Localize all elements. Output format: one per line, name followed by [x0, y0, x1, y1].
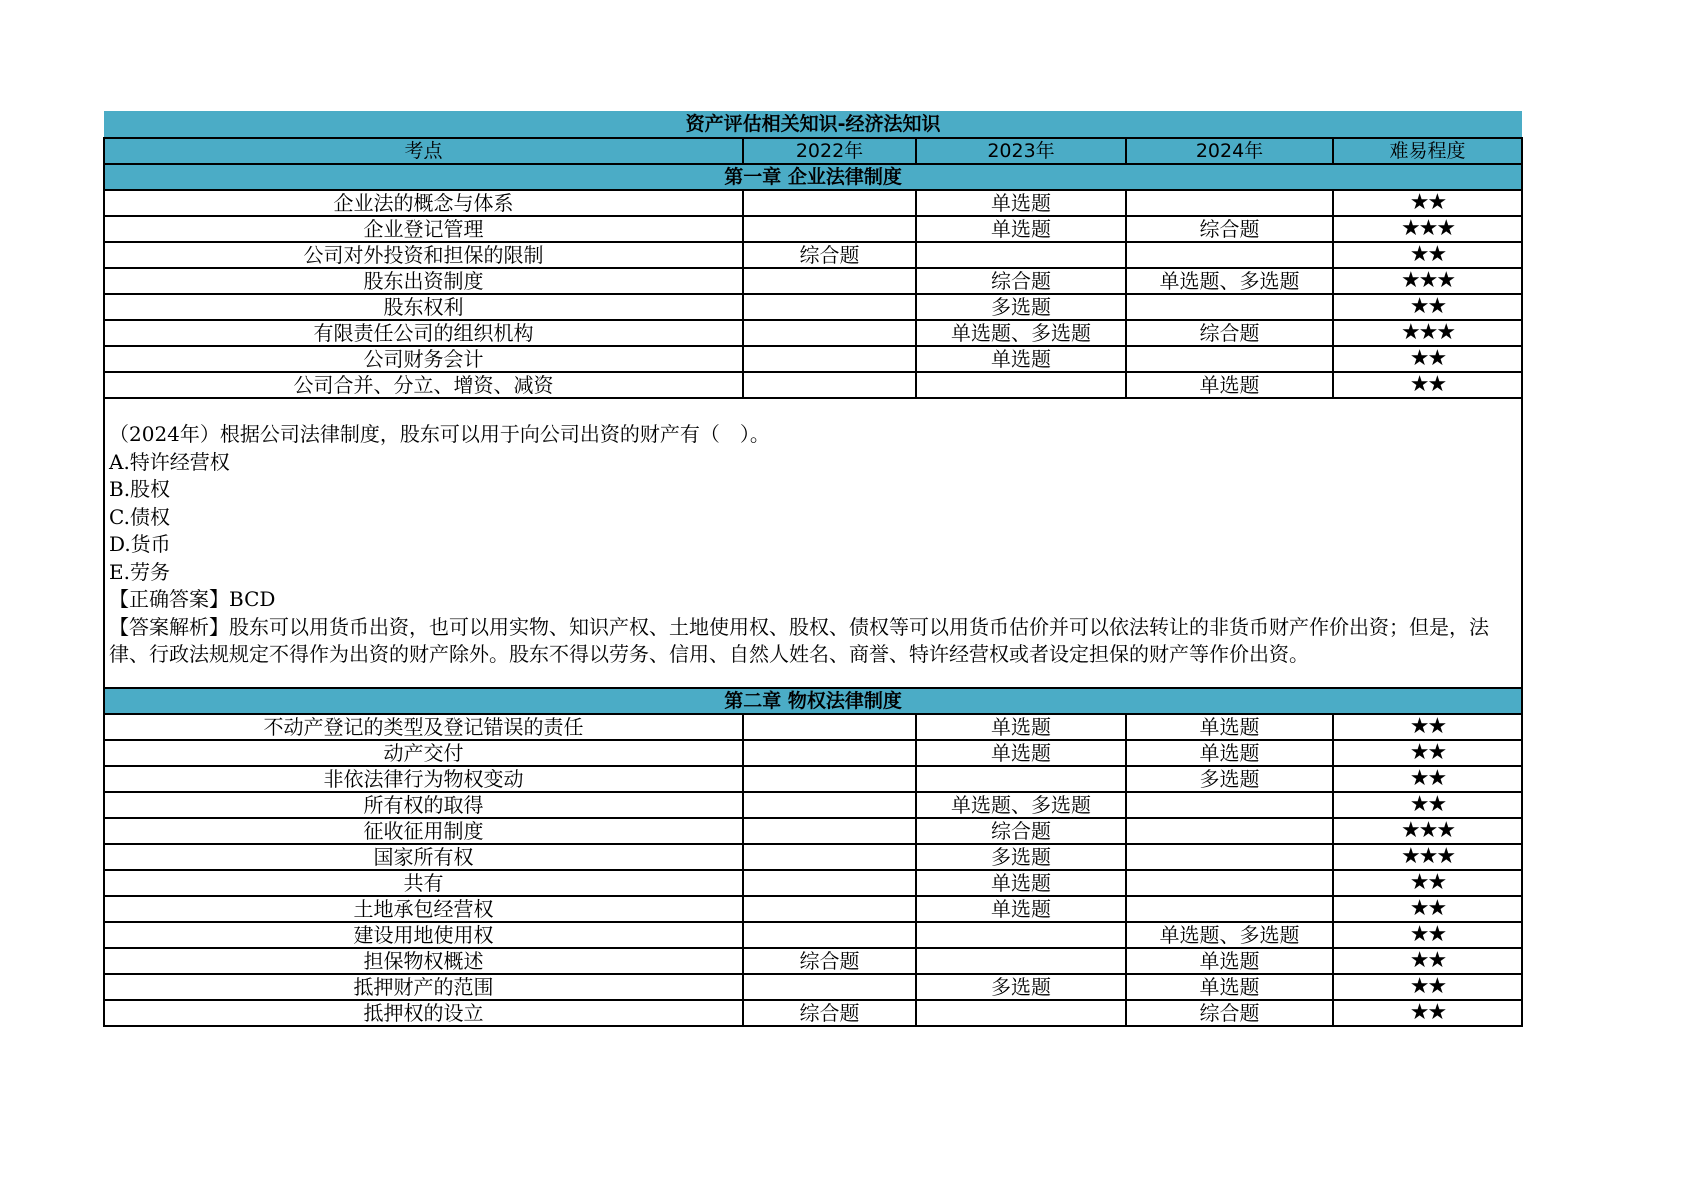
- table-row: [104, 896, 1522, 922]
- table-row: [104, 242, 1522, 268]
- year-2024-cell: 综合题: [1126, 1000, 1333, 1026]
- table-row: [104, 714, 1522, 740]
- topic-cell: 股东出资制度: [104, 268, 743, 294]
- year-2024-cell: [1126, 792, 1333, 818]
- difficulty-cell: ★★: [1333, 792, 1522, 818]
- difficulty-cell: ★★: [1333, 922, 1522, 948]
- year-2022-cell: 综合题: [743, 1000, 916, 1026]
- year-2023-cell: 综合题: [916, 818, 1126, 844]
- table-row: [104, 268, 1522, 294]
- year-2024-cell: 综合题: [1126, 320, 1333, 346]
- year-2023-cell: [916, 372, 1126, 398]
- year-2022-cell: [743, 974, 916, 1000]
- year-2023-cell: 单选题、多选题: [916, 320, 1126, 346]
- table-row: [104, 844, 1522, 870]
- difficulty-cell: ★★: [1333, 346, 1522, 372]
- year-2024-cell: 单选题: [1126, 714, 1333, 740]
- difficulty-cell: ★★: [1333, 714, 1522, 740]
- year-2022-cell: [743, 320, 916, 346]
- year-2024-cell: [1126, 190, 1333, 216]
- year-2023-cell: 单选题: [916, 714, 1126, 740]
- year-2022-cell: [743, 714, 916, 740]
- difficulty-cell: ★★: [1333, 242, 1522, 268]
- topic-cell: 非依法律行为物权变动: [104, 766, 743, 792]
- header-topic: 考点: [104, 138, 743, 164]
- option-e: E.劳务: [109, 559, 170, 584]
- topic-cell: 公司财务会计: [104, 346, 743, 372]
- correct-answer: 【正确答案】BCD: [109, 587, 276, 611]
- difficulty-cell: ★★★: [1333, 844, 1522, 870]
- year-2024-cell: [1126, 870, 1333, 896]
- question-stem: （2024年）根据公司法律制度，股东可以用于向公司出资的财产有（ ）。: [109, 422, 770, 446]
- year-2022-cell: [743, 818, 916, 844]
- topic-cell: 有限责任公司的组织机构: [104, 320, 743, 346]
- year-2023-cell: [916, 766, 1126, 792]
- table-row: [104, 372, 1522, 398]
- difficulty-cell: ★★: [1333, 372, 1522, 398]
- topic-cell: 土地承包经营权: [104, 896, 743, 922]
- year-2022-cell: [743, 372, 916, 398]
- year-2022-cell: 综合题: [743, 948, 916, 974]
- year-2023-cell: 单选题: [916, 896, 1126, 922]
- topic-cell: 不动产登记的类型及登记错误的责任: [104, 714, 743, 740]
- topic-cell: 动产交付: [104, 740, 743, 766]
- year-2024-cell: 综合题: [1126, 216, 1333, 242]
- topic-cell: 所有权的取得: [104, 792, 743, 818]
- topic-cell: 企业法的概念与体系: [104, 190, 743, 216]
- difficulty-cell: ★★: [1333, 974, 1522, 1000]
- table-row: [104, 190, 1522, 216]
- year-2023-cell: 单选题: [916, 870, 1126, 896]
- difficulty-cell: ★★: [1333, 870, 1522, 896]
- year-2023-cell: 单选题: [916, 216, 1126, 242]
- table-row: [104, 320, 1522, 346]
- year-2024-cell: [1126, 818, 1333, 844]
- topic-cell: 企业登记管理: [104, 216, 743, 242]
- sheet-title: 资产评估相关知识-经济法知识: [104, 111, 1522, 138]
- year-2024-cell: 单选题: [1126, 974, 1333, 1000]
- year-2023-cell: 单选题: [916, 740, 1126, 766]
- year-2022-cell: [743, 346, 916, 372]
- year-2023-cell: 单选题: [916, 346, 1126, 372]
- year-2022-cell: 综合题: [743, 242, 916, 268]
- year-2024-cell: 单选题: [1126, 740, 1333, 766]
- chapter-2-title: 第二章 物权法律制度: [104, 688, 1522, 714]
- year-2023-cell: 多选题: [916, 294, 1126, 320]
- difficulty-cell: ★★★: [1333, 320, 1522, 346]
- answer-analysis: 【答案解析】股东可以用货币出资，也可以用实物、知识产权、土地使用权、股权、债权等可以用货币估价并可以依法转让的非货币财产作价出资；但是，法律、行政法规规定不得作为出资的财产除外。股东不得以劳务、信用、自然人姓名、商誉、特许经营权或者设定担保的财产等作价出资。: [109, 614, 1489, 666]
- exam-points-table: [103, 111, 1523, 1027]
- topic-cell: 国家所有权: [104, 844, 743, 870]
- topic-cell: 抵押权的设立: [104, 1000, 743, 1026]
- topic-cell: 建设用地使用权: [104, 922, 743, 948]
- year-2023-cell: [916, 1000, 1126, 1026]
- year-2022-cell: [743, 268, 916, 294]
- year-2022-cell: [743, 896, 916, 922]
- topic-cell: 抵押财产的范围: [104, 974, 743, 1000]
- question-block: [104, 398, 1522, 688]
- year-2023-cell: 综合题: [916, 268, 1126, 294]
- table-row: [104, 766, 1522, 792]
- year-2022-cell: [743, 766, 916, 792]
- year-2022-cell: [743, 216, 916, 242]
- difficulty-cell: ★★★: [1333, 268, 1522, 294]
- year-2024-cell: [1126, 242, 1333, 268]
- year-2024-cell: 单选题: [1126, 372, 1333, 398]
- header-2024: 2024年: [1126, 138, 1333, 164]
- difficulty-cell: ★★: [1333, 190, 1522, 216]
- year-2023-cell: [916, 242, 1126, 268]
- topic-cell: 担保物权概述: [104, 948, 743, 974]
- table-row: [104, 346, 1522, 372]
- difficulty-cell: ★★: [1333, 1000, 1522, 1026]
- option-d: D.货币: [109, 532, 171, 556]
- year-2024-cell: [1126, 346, 1333, 372]
- table-row: [104, 818, 1522, 844]
- header-row: [104, 138, 1522, 164]
- topic-cell: 股东权利: [104, 294, 743, 320]
- table-row: [104, 216, 1522, 242]
- topic-cell: 公司对外投资和担保的限制: [104, 242, 743, 268]
- year-2022-cell: [743, 740, 916, 766]
- year-2024-cell: [1126, 294, 1333, 320]
- year-2022-cell: [743, 792, 916, 818]
- year-2022-cell: [743, 870, 916, 896]
- year-2024-cell: 多选题: [1126, 766, 1333, 792]
- year-2024-cell: [1126, 844, 1333, 870]
- year-2024-cell: 单选题、多选题: [1126, 922, 1333, 948]
- year-2024-cell: 单选题: [1126, 948, 1333, 974]
- difficulty-cell: ★★★: [1333, 818, 1522, 844]
- difficulty-cell: ★★: [1333, 740, 1522, 766]
- difficulty-cell: ★★★: [1333, 216, 1522, 242]
- header-2022: 2022年: [743, 138, 916, 164]
- year-2022-cell: [743, 190, 916, 216]
- table-row: [104, 922, 1522, 948]
- table-row: [104, 294, 1522, 320]
- year-2023-cell: 单选题: [916, 190, 1126, 216]
- table-row: [104, 1000, 1522, 1026]
- year-2023-cell: 多选题: [916, 844, 1126, 870]
- table-row: [104, 948, 1522, 974]
- topic-cell: 共有: [104, 870, 743, 896]
- difficulty-cell: ★★: [1333, 896, 1522, 922]
- year-2023-cell: [916, 922, 1126, 948]
- difficulty-cell: ★★: [1333, 766, 1522, 792]
- year-2022-cell: [743, 294, 916, 320]
- difficulty-cell: ★★: [1333, 948, 1522, 974]
- header-2023: 2023年: [916, 138, 1126, 164]
- spreadsheet-sheet: [103, 111, 1521, 1027]
- option-a: A.特许经营权: [109, 449, 230, 474]
- table-row: [104, 870, 1522, 896]
- year-2022-cell: [743, 922, 916, 948]
- header-difficulty: 难易程度: [1333, 138, 1522, 164]
- difficulty-cell: ★★: [1333, 294, 1522, 320]
- table-row: [104, 792, 1522, 818]
- table-row: [104, 740, 1522, 766]
- year-2024-cell: 单选题、多选题: [1126, 268, 1333, 294]
- option-b: B.股权: [109, 477, 171, 501]
- topic-cell: 公司合并、分立、增资、减资: [104, 372, 743, 398]
- chapter-1-title: 第一章 企业法律制度: [104, 164, 1522, 190]
- option-c: C.债权: [109, 504, 170, 529]
- year-2022-cell: [743, 844, 916, 870]
- year-2024-cell: [1126, 896, 1333, 922]
- year-2023-cell: 单选题、多选题: [916, 792, 1126, 818]
- year-2023-cell: 多选题: [916, 974, 1126, 1000]
- year-2023-cell: [916, 948, 1126, 974]
- topic-cell: 征收征用制度: [104, 818, 743, 844]
- table-row: [104, 974, 1522, 1000]
